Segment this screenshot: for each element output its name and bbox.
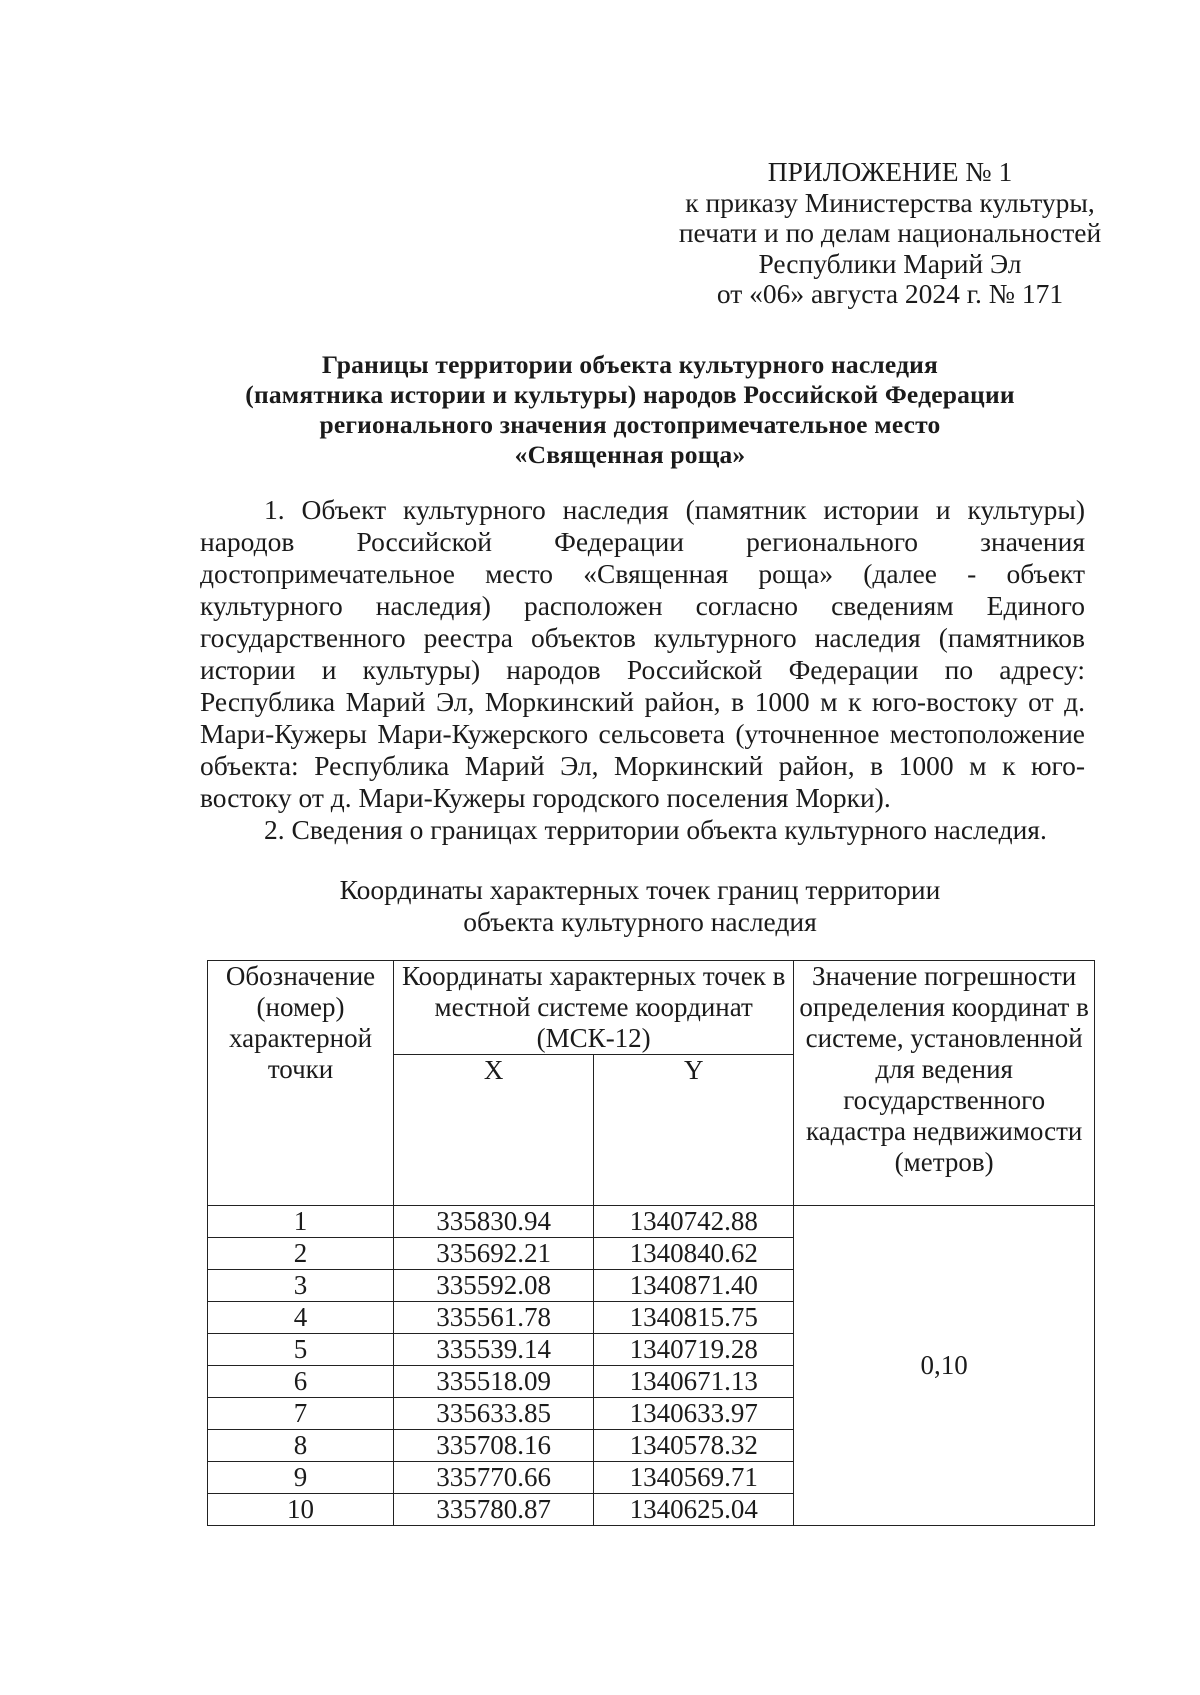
title-line-2: (памятника истории и культуры) народов Российской Федерации [245,380,1015,409]
header-coordinates: Координаты характерных точек в местной системе координат (МСК-12) [394,961,794,1055]
header-accuracy: Значение погрешности определения координат в системе, установленной для ведения государственного кадастра недвижимости (метров) [794,961,1095,1206]
coord-x: 335780.87 [394,1494,594,1526]
order-date-number: от «06» августа 2024 г. № 171 [716,278,1064,309]
coord-y: 1340840.62 [594,1238,794,1270]
accuracy-value: 0,10 [794,1206,1095,1526]
table-row [208,1206,1095,1238]
table-caption-line-1: Координаты характерных точек границ территории [339,874,941,905]
coord-x: 335592.08 [394,1270,594,1302]
coord-y: 1340569.71 [594,1462,794,1494]
table-caption [190,874,1090,938]
point-number: 5 [208,1334,394,1366]
order-reference-line: к приказу Министерства культуры, [685,186,1095,218]
point-number: 4 [208,1302,394,1334]
point-number: 10 [208,1494,394,1526]
coord-y: 1340871.40 [594,1270,794,1302]
point-number: 2 [208,1238,394,1270]
table-caption-line-2: объекта культурного наследия [463,906,817,937]
title-line-1: Границы территории объекта культурного наследия [321,350,939,379]
document-body [200,494,1085,846]
coord-x: 335830.94 [394,1206,594,1238]
coord-y: 1340719.28 [594,1334,794,1366]
paragraph-1: 1. Объект культурного наследия (памятник истории и культуры) народов Российской Федерации регионального значения достопримечательное место «Священная роща» (далее - объект культурного наследия) расположен согласно сведениям Единого государственного реестра объектов культурного наследия (памятников истории и культуры) народов Российской Федерации по адресу: Республика Марий Эл, Моркинский район, в 1000 м к юго-востоку от д. Мари-Кужеры Мари-Кужерского сельсовета (уточненное местоположение объекта: Республика Марий Эл, Моркинский район, в 1000 м к юго-востоку от д. Мари-Кужеры городского поселения Морки). [200,494,1085,813]
coord-y: 1340742.88 [594,1206,794,1238]
coord-y: 1340815.75 [594,1302,794,1334]
coord-x: 335561.78 [394,1302,594,1334]
point-number: 6 [208,1366,394,1398]
title-line-4: «Священная роща» [514,440,746,469]
appendix-number: ПРИЛОЖЕНИЕ № 1 [767,156,1013,187]
coord-y: 1340578.32 [594,1430,794,1462]
paragraph-2: 2. Сведения о границах территории объекта культурного наследия. [264,814,1047,845]
title-line-3: регионального значения достопримечательное место [319,410,941,439]
table-header-row [208,961,1095,1055]
coord-y: 1340625.04 [594,1494,794,1526]
point-number: 9 [208,1462,394,1494]
republic-line: Республики Марий Эл [758,247,1022,279]
coord-x: 335633.85 [394,1398,594,1430]
coord-x: 335770.66 [394,1462,594,1494]
approval-block [660,157,1120,310]
coord-x: 335539.14 [394,1334,594,1366]
coord-x: 335518.09 [394,1366,594,1398]
header-point-number: Обозначение (номер) характерной точки [208,961,394,1206]
header-y: Y [594,1055,794,1206]
point-number: 8 [208,1430,394,1462]
document-title [190,350,1070,470]
point-number: 3 [208,1270,394,1302]
coordinates-table [207,960,1095,1526]
point-number: 1 [208,1206,394,1238]
point-number: 7 [208,1398,394,1430]
coord-x: 335708.16 [394,1430,594,1462]
coord-y: 1340633.97 [594,1398,794,1430]
coord-x: 335692.21 [394,1238,594,1270]
ministry-line: печати и по делам национальностей [678,217,1102,248]
coord-y: 1340671.13 [594,1366,794,1398]
header-x: X [394,1055,594,1206]
